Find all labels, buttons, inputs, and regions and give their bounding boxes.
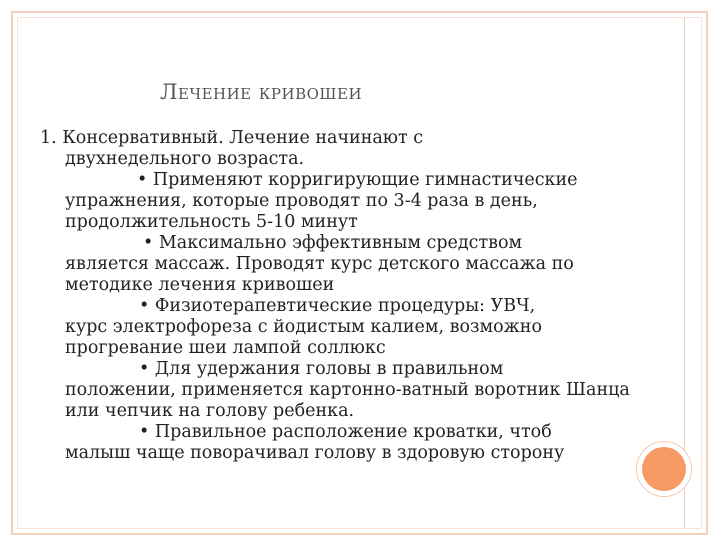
slide-frame-right-line	[684, 17, 685, 529]
bullet-lead: • Физиотерапевтические процедуры: УВЧ,	[139, 296, 536, 316]
bullet-text: является массаж. Проводят курс детского массажа по методике лечения кривошеи	[65, 254, 574, 295]
item-text: двухнедельного возраста.	[65, 149, 305, 169]
bullet-head-position	[38, 359, 638, 422]
bullet-text: курс электрофореза с йодистым калием, возможно прогревание шеи лампой соллюкс	[65, 317, 542, 358]
slide-body	[38, 128, 638, 464]
slide-title: Лечение кривошеи	[160, 80, 363, 104]
bullet-lead: • Для удержания головы в правильном	[139, 359, 504, 379]
list-item-conservative	[38, 128, 638, 170]
bullet-text: малыш чаще поворачивал голову в здоровую сторону	[65, 443, 565, 463]
bullet-crib-position	[38, 422, 638, 464]
bullet-gymnastics	[38, 170, 638, 233]
bullet-lead: • Применяют корригирующие гимнастические	[137, 170, 578, 190]
bullet-lead: • Максимально эффективным средством	[143, 233, 523, 253]
item-text: 1. Консервативный. Лечение начинают с	[40, 128, 424, 148]
decorative-circle	[642, 447, 686, 491]
bullet-massage	[38, 233, 638, 296]
bullet-lead: • Правильное расположение кроватки, чтоб	[139, 422, 552, 442]
bullet-text: положении, применяется картонно-ватный воротник Шанца или чепчик на голову ребенка.	[65, 380, 630, 421]
bullet-text: упражнения, которые проводят по 3-4 раза в день, продолжительность 5-10 минут	[65, 191, 538, 232]
bullet-physiotherapy	[38, 296, 638, 359]
